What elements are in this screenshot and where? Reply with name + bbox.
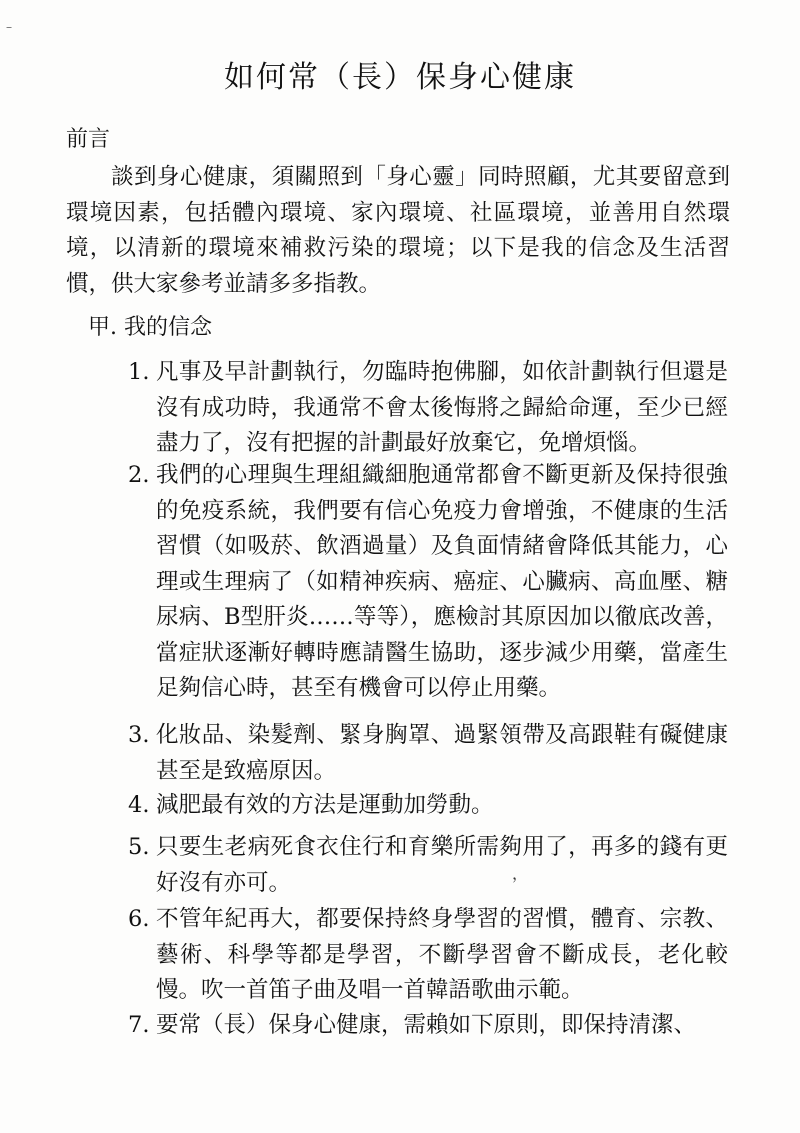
belief-item-text: 要常（長）保身心健康，需賴如下原則，即保持清潔、 xyxy=(156,1012,697,1038)
belief-item xyxy=(128,902,728,1009)
belief-item-text: 只要生老病死食衣住行和育樂所需夠用了，再多的錢有更好沒有亦可。 xyxy=(156,834,728,896)
beliefs-heading: 甲. 我的信念 xyxy=(88,315,212,340)
belief-item-text: 我們的心理與生理組織細胞通常都會不斷更新及保持很強的免疫系統，我們要有信心免疫力會增強，不健康的生活習慣（如吸菸、飲酒過量）及負面情緒會降低其能力，心理或生理病了（如精神疾病、癌症、心臟病、高血壓、糖尿病、B型肝炎……等等），應檢討其原因加以徹底改善，當症狀逐漸好轉時應請醫生協助，逐步減少用藥，當產生足夠信心時，甚至有機會可以停止用藥。 xyxy=(156,462,728,701)
belief-item xyxy=(128,1008,728,1044)
document-title: 如何常（長）保身心健康 xyxy=(224,60,576,95)
belief-item-number: 6. xyxy=(128,906,150,932)
belief-item xyxy=(128,718,728,789)
belief-item xyxy=(128,788,728,824)
belief-item-text: 凡事及早計劃執行，勿臨時抱佛腳，如依計劃執行但還是沒有成功時，我通常不會太後悔將之歸給命運，至少已經盡力了，沒有把握的計劃最好放棄它，免增煩惱。 xyxy=(156,359,728,456)
preface-heading: 前言 xyxy=(66,127,111,152)
belief-item xyxy=(128,458,728,707)
preface-paragraph: 談到身心健康，須關照到「身心靈」同時照顧，尤其要留意到環境因素，包括體內環境、家內環境、社區環境，並善用自然環境，以清新的環境來補救污染的環境；以下是我的信念及生活習慣，供大家參考並請多多指教。 xyxy=(66,164,730,297)
corner-scan-mark: -- xyxy=(6,20,11,34)
belief-item-number: 3. xyxy=(128,722,150,748)
belief-item-number: 2. xyxy=(128,462,150,488)
belief-item-text: 化妝品、染髮劑、緊身胸罩、過緊領帶及高跟鞋有礙健康甚至是致癌原因。 xyxy=(156,722,728,784)
belief-item-text: 不管年紀再大，都要保持終身學習的習慣，體育、宗教、藝術、科學等都是學習，不斷學習會不斷成長，老化較慢。吹一首笛子曲及唱一首韓語歌曲示範。 xyxy=(156,906,728,1003)
belief-item-number: 7. xyxy=(128,1012,150,1038)
belief-item-number: 1. xyxy=(128,359,150,385)
belief-item xyxy=(128,830,728,901)
stray-comma-mark: ， xyxy=(512,864,529,883)
belief-item xyxy=(128,355,728,462)
belief-item-text: 減肥最有效的方法是運動加勞動。 xyxy=(156,792,494,818)
belief-item-number: 4. xyxy=(128,792,150,818)
belief-item-number: 5. xyxy=(128,834,150,860)
